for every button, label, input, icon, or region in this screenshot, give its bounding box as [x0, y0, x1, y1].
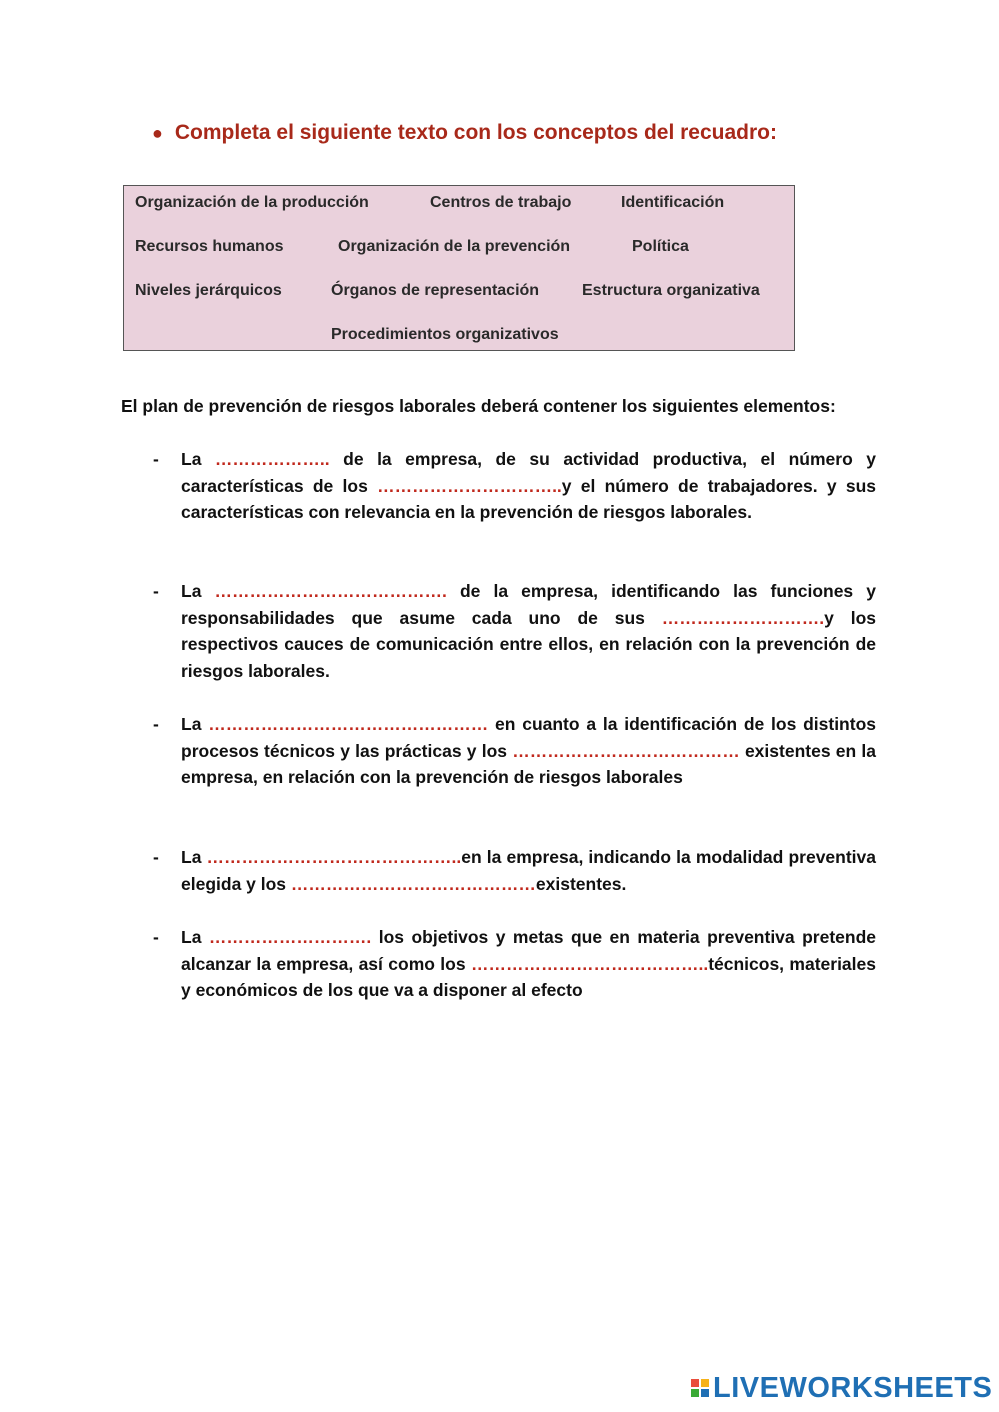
item-text-segment: técnicos, materiales y económicos de los que va a disponer al efecto [181, 953, 876, 1000]
answer-blank: …………………………………….. [206, 847, 462, 867]
bullet-icon: ● [152, 123, 163, 143]
answer-blank: ………………………. [661, 607, 825, 628]
concept-item: Centros de trabajo [430, 194, 572, 211]
answer-blank: ………………………………….. [470, 953, 709, 974]
answer-blank: …………………………………… [290, 873, 536, 894]
list-item [121, 924, 876, 1004]
item-text-segment: de la empresa, de su actividad productiva, el número y características de los [181, 449, 876, 496]
concept-item: Organización de la producción [135, 194, 369, 211]
dash-bullet: - [153, 927, 159, 947]
concept-item: Estructura organizativa [582, 282, 760, 299]
concept-item: Identificación [621, 194, 725, 211]
item-text-segment: La [181, 449, 215, 469]
item-text [181, 844, 876, 897]
dash-bullet: - [153, 714, 159, 734]
item-text [181, 578, 876, 684]
logo-mark-icon [691, 1379, 709, 1397]
dash-bullet: - [153, 449, 159, 469]
heading-text: Completa el siguiente texto con los conceptos del recuadro: [174, 121, 777, 144]
concept-item: Niveles jerárquicos [135, 282, 282, 299]
intro-paragraph: El plan de prevención de riesgos laborales deberá contener los siguientes elementos: [121, 396, 836, 416]
item-text-segment: existentes en la empresa, en relación con la prevención de riesgos laborales [181, 740, 876, 787]
concept-item: Recursos humanos [135, 238, 284, 255]
item-text-segment: La [181, 714, 209, 734]
item-text-segment: y los respectivos cauces de comunicación entre ellos, en relación con la prevención de riesgos laborales. [181, 607, 876, 681]
concept-item: Organización de la prevención [338, 238, 571, 255]
item-text-segment: de la empresa, identificando las funciones y responsabilidades que asume cada uno de sus [181, 581, 876, 628]
concept-item: Política [632, 238, 689, 255]
item-text-segment: en cuanto a la identificación de los distintos procesos técnicos y las prácticas y los [181, 714, 877, 761]
logo-square [701, 1389, 709, 1397]
item-text [181, 711, 876, 791]
answer-blank: ……………….. [214, 449, 330, 469]
exercise-heading [152, 121, 777, 145]
dash-bullet: - [153, 581, 159, 601]
item-text-segment: La [181, 581, 215, 601]
concept-item: Procedimientos organizativos [331, 326, 559, 343]
logo-square [691, 1379, 699, 1387]
concept-item: Órganos de representación [331, 282, 540, 299]
item-text-segment: en la empresa, indicando la modalidad preventiva elegida y los [181, 847, 876, 894]
list-item [121, 844, 876, 897]
item-text-segment: existentes. [535, 873, 627, 894]
answer-blank: ………………………….. [377, 475, 562, 496]
logo-text: LIVEWORKSHEETS [713, 1371, 993, 1404]
item-text-segment: La [181, 927, 209, 947]
dash-bullet: - [153, 847, 159, 867]
logo-square [701, 1379, 709, 1387]
liveworksheets-logo [691, 1372, 992, 1404]
list-item [121, 711, 876, 791]
answer-blank: …………………………………. [214, 581, 447, 601]
list-item [121, 578, 876, 684]
item-text-segment: La [181, 847, 207, 867]
list-item [121, 446, 876, 526]
item-text-segment: y el número de trabajadores. y sus características con relevancia en la prevención de riesgos laborales. [181, 475, 877, 522]
item-text [181, 924, 876, 1004]
item-text [181, 446, 876, 526]
logo-square [691, 1389, 699, 1397]
item-text-segment: los objetivos y metas que en materia preventiva pretende alcanzar la empresa, así como los [181, 927, 877, 974]
answer-blank: ………………………………………… [208, 714, 489, 734]
concept-box [123, 185, 795, 351]
answer-blank: ………………………. [208, 927, 372, 947]
answer-blank: ………………………………… [512, 740, 740, 761]
